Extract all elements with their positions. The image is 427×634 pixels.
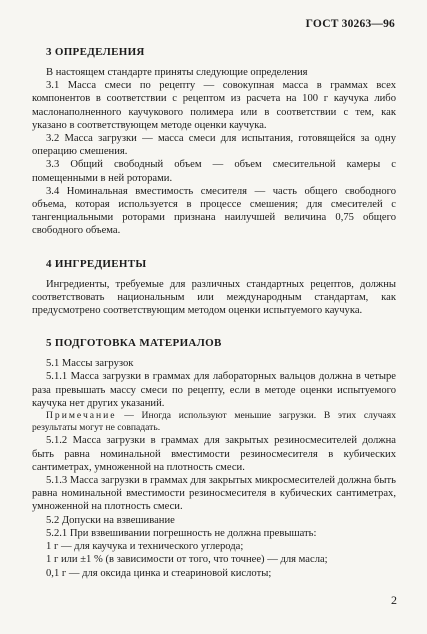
note-label: Примечание [46,410,117,422]
subsection-5-1-title: 5.1 Массы загрузок [46,358,134,370]
section-3-intro: В настоящем стандарте приняты следующие определения [46,67,308,78]
section-3-title: 3 ОПРЕДЕЛЕНИЯ [46,46,145,58]
page-number: 2 [391,593,397,607]
paragraph-5-2-1: 5.2.1 При взвешивании погрешность не должна превышать: [46,527,317,539]
definition-3-4: 3.4 Номинальная вместимость смесителя — часть общего свободного объема, которая используется в процессе смешения; для смесителей с тангенциальными роторами признана наилучшей величина 0,75 общего свободного объема. [32,185,396,237]
note-text: — Иногда используют меньшие загрузки. В этих случаях результаты могут не совпадать. [32,410,396,434]
tolerance-item-2: 1 г или ±1 % (в зависимости от того, что точнее) — для масла; [46,554,328,566]
definition-3-3: 3.3 Общий свободный объем — объем смесительной камеры с помещенными в ней роторами. [32,159,396,184]
definition-3-2: 3.2 Масса загрузки — масса смеси для испытания, готовящейся за одну операцию смешения. [32,133,396,158]
definition-3-1: 3.1 Масса смеси по рецепту — совокупная масса в граммах всех компонентов в соответствии с рецептом из расчета на 100 г каучука либо маслонаполненного каучукового полимера или в соответствии с тем, как указано в соответствующем методе оценки каучука. [32,80,396,131]
subsection-5-2-title: 5.2 Допуски на взвешивание [46,514,175,526]
document-header: ГОСТ 30263—96 [305,18,395,30]
note [32,410,396,434]
section-5-title: 5 ПОДГОТОВКА МАТЕРИАЛОВ [46,337,222,350]
paragraph-5-1-2: 5.1.2 Масса загрузки в граммах для закрытых резиносмесителей должна быть равна номинальной вместимости резиносмесителя в кубических сантиметрах, умноженной на плотность смеси. [32,435,396,473]
paragraph-5-1-1: 5.1.1 Масса загрузки в граммах для лабораторных вальцов должна в четыре раза превышать массу смеси по рецепту, если в методе оценки испытуемого каучука нет других указаний. [32,371,396,409]
tolerance-item-3: 0,1 г — для оксида цинка и стеариновой кислоты; [46,567,272,579]
section-4-title: 4 ИНГРЕДИЕНТЫ [46,257,147,270]
document-body [32,38,396,580]
paragraph-5-1-3: 5.1.3 Масса загрузки в граммах для закрытых микросмесителей должна быть равна номинальной вместимости резиносмесителя в кубических сантиметрах, умноженной на плотность смеси. [32,475,396,513]
section-4-text: Ингредиенты, требуемые для различных стандартных рецептов, должны соответствовать национальным или международным стандартам, как предусмотрено соответствующим методом оценки испытуемого каучука. [32,278,396,317]
tolerance-item-1: 1 г — для каучука и технического углерода; [46,541,244,553]
